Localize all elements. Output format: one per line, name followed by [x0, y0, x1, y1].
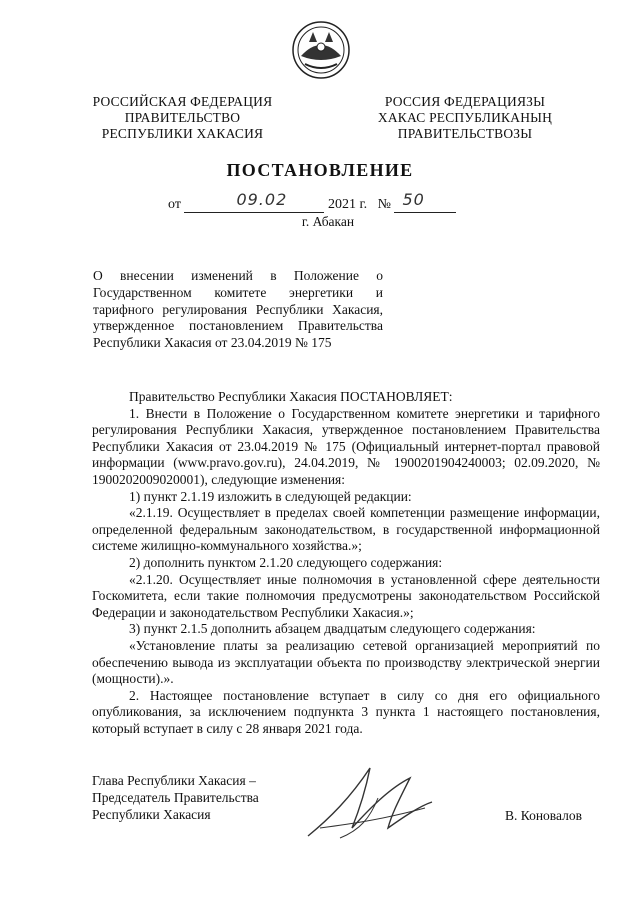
paragraph: Правительство Республики Хакасия ПОСТАНОВЛЯЕТ: — [129, 389, 453, 404]
header-right — [375, 94, 555, 142]
signer-position-line: Глава Республики Хакасия – — [92, 773, 256, 788]
coat-of-arms-emblem — [291, 20, 351, 80]
paragraph: 3) пункт 2.1.5 дополнить абзацем двадцатым следующего содержания: — [129, 621, 536, 637]
signer-position-line: Республики Хакасия — [92, 806, 211, 822]
header-left-line: РОССИЙСКАЯ ФЕДЕРАЦИЯ — [92, 94, 273, 109]
subject-title: О внесении изменений в Положение о Государственном комитете энергетики и тарифного регулирования Республики Хакасия, утвержденное постановлением Правительства Республики Хакасия от 23.04.2019 № 175 — [93, 268, 383, 351]
header-left-line: ПРАВИТЕЛЬСТВО — [124, 110, 241, 125]
handwritten-date: 09.02 — [236, 190, 288, 209]
header-right-line: РОССИЯ ФЕДЕРАЦИЯЗЫ — [384, 94, 546, 109]
paragraph: «Установление платы за реализацию сетевой организацией мероприятий по обеспечению вывода из эксплуатации объекта по производству электрической энергии (мощности).». — [92, 637, 600, 687]
header-left — [90, 94, 275, 142]
paragraph: «2.1.19. Осуществляет в пределах своей компетенции размещение информации, определенной федеральным законодательством, в государственной информационной системе жилищно-коммунального хозяйства.»; — [92, 505, 600, 554]
handwritten-number: 50 — [402, 190, 425, 209]
paragraph: 1. Внести в Положение о Государственном комитете энергетики и тарифного регулирования Республики Хакасия, утвержденное постановлением Правительства Республики Хакасия от 23.04.2019 № 175 (Официальный интернет-портал правовой информации (www.pravo.gov.ru), 24.04.2019, № 1900201904240003; 02.09.2020, № 1900202009020001), следующие изменения: — [92, 405, 600, 487]
signer-name: В. Коновалов — [505, 808, 582, 823]
city: г. Абакан — [301, 214, 355, 229]
handwritten-signature — [300, 758, 440, 848]
document-body — [92, 389, 600, 737]
year-label: 2021 г. — [327, 197, 368, 212]
signer-position — [92, 773, 259, 823]
header-right-line: ПРАВИТЕЛЬСТВОЗЫ — [397, 126, 533, 141]
number-field — [394, 190, 456, 213]
header-left-line: РЕСПУБЛИКИ ХАКАСИЯ — [101, 126, 264, 141]
date-prefix: от — [168, 197, 181, 212]
paragraph: «2.1.20. Осуществляет иные полномочия в установленной сфере деятельности Госкомитета, если такие полномочия предусмотрены законодательством Российской Федерации и законодательством Республики Хакасия.»; — [92, 571, 600, 620]
document-title: ПОСТАНОВЛЕНИЕ — [226, 160, 414, 180]
paragraph: 1) пункт 2.1.19 изложить в следующей редакции: — [129, 488, 412, 504]
date-field — [184, 190, 324, 213]
date-number-line — [168, 190, 456, 213]
signer-position-line: Председатель Правительства — [92, 789, 259, 805]
number-sign: № — [377, 197, 391, 212]
header-right-line: ХАКАС РЕСПУБЛИКАНЫҢ — [377, 110, 553, 125]
paragraph: 2. Настоящее постановление вступает в силу со дня его официального опубликования, за исключением подпункта 3 пункта 1 настоящего постановления, который вступает в силу с 28 января 2021 года. — [92, 687, 600, 736]
paragraph: 2) дополнить пунктом 2.1.20 следующего содержания: — [129, 554, 443, 570]
